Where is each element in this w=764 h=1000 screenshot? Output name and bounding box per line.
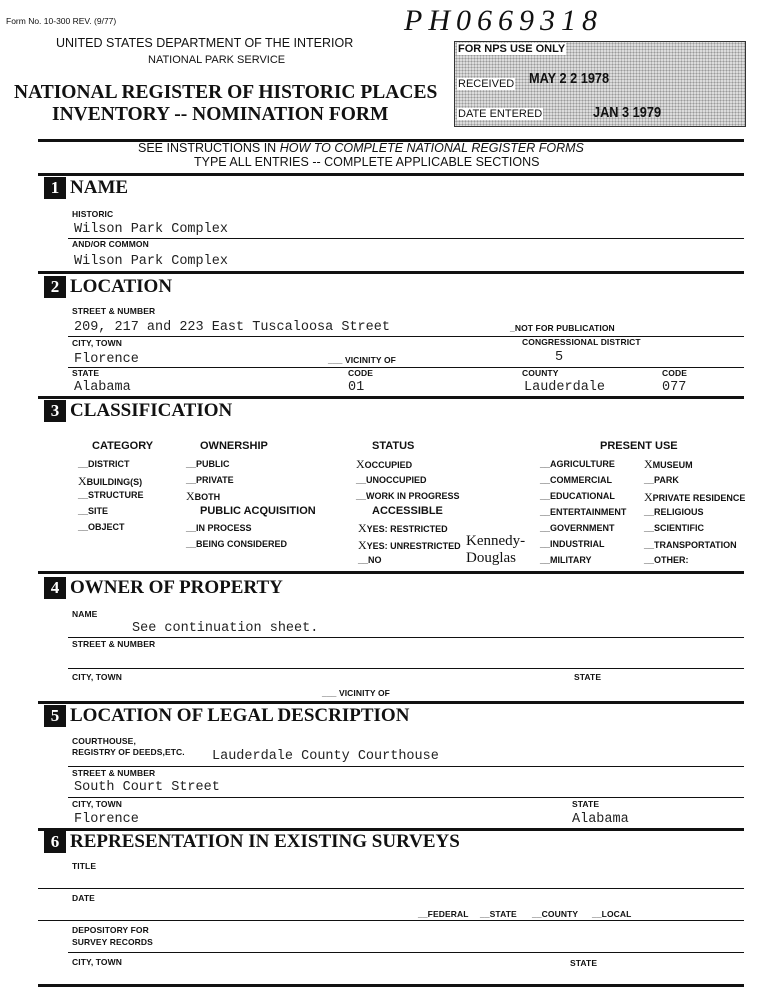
ownership-both-label: BOTH (194, 492, 221, 502)
historic-value: Wilson Park Complex (74, 222, 228, 237)
use-religious[interactable]: __RELIGIOUS (644, 507, 704, 517)
section-6-title: REPRESENTATION IN EXISTING SURVEYS (70, 831, 460, 852)
use-private-residence[interactable] (644, 490, 745, 505)
legal-state-label: STATE (572, 799, 600, 809)
use-industrial[interactable]: __INDUSTRIAL (540, 539, 605, 549)
x-mark: X (644, 457, 653, 471)
use-park[interactable]: __PARK (644, 475, 679, 485)
public-acquisition-heading: PUBLIC ACQUISITION (200, 505, 316, 517)
section-4-number: 4 (44, 577, 66, 599)
owner-name-value: See continuation sheet. (132, 621, 319, 636)
owner-street-rule (68, 668, 744, 669)
use-entertainment[interactable]: __ENTERTAINMENT (540, 507, 627, 517)
instructions-line2: TYPE ALL ENTRIES -- COMPLETE APPLICABLE SECTIONS (194, 155, 540, 169)
owner-state-label: STATE (574, 672, 602, 682)
present-use-heading: PRESENT USE (600, 440, 678, 452)
survey-county[interactable]: __COUNTY (532, 909, 579, 919)
county-code-value: 077 (662, 380, 687, 395)
state-value: Alabama (74, 380, 131, 395)
accessible-no[interactable]: __NO (358, 555, 382, 565)
legal-city-label: CITY, TOWN (72, 799, 122, 809)
vicinity-label: ___ VICINITY OF (328, 355, 396, 365)
date-entered-label: DATE ENTERED (458, 108, 543, 120)
street-label: STREET & NUMBER (72, 306, 156, 316)
section-3-title: CLASSIFICATION (70, 400, 233, 421)
depository-label-1: DEPOSITORY FOR (72, 925, 149, 935)
owner-name-label: NAME (72, 609, 98, 619)
bottom-rule (38, 984, 744, 987)
section-1-number: 1 (44, 177, 66, 199)
section-3-number: 3 (44, 400, 66, 422)
courthouse-label-2: REGISTRY OF DEEDS,ETC. (72, 747, 185, 757)
city-label: CITY, TOWN (72, 338, 122, 348)
use-museum-label: MUSEUM (652, 460, 693, 470)
owner-vicinity-label: ___ VICINITY OF (322, 688, 390, 698)
category-heading: CATEGORY (92, 440, 154, 452)
code-label: CODE (348, 368, 373, 378)
agency-line2: NATIONAL PARK SERVICE (148, 54, 286, 66)
category-buildings[interactable] (78, 474, 142, 489)
note-kennedy: Kennedy- (466, 533, 526, 549)
city-rule (68, 367, 744, 368)
use-private-residence-label: PRIVATE RESIDENCE (652, 493, 746, 503)
congressional-district-value: 5 (555, 350, 564, 365)
instructions-title: HOW TO COMPLETE NATIONAL REGISTER FORMS (279, 141, 584, 155)
survey-federal[interactable]: __FEDERAL (418, 909, 469, 919)
nps-use-label: FOR NPS USE ONLY (458, 43, 566, 55)
instructions-rule (38, 173, 744, 176)
instructions-prefix: SEE INSTRUCTIONS IN (138, 141, 280, 155)
street-rule (68, 336, 744, 337)
city-value: Florence (74, 352, 139, 367)
legal-state-value: Alabama (572, 812, 629, 827)
section-6-number: 6 (44, 831, 66, 853)
section-4-header (44, 577, 283, 599)
state-code-value: 01 (348, 380, 365, 395)
county-code-label: CODE (662, 368, 687, 378)
legal-street-label: STREET & NUMBER (72, 768, 156, 778)
use-educational[interactable]: __EDUCATIONAL (540, 491, 615, 501)
legal-street-value: South Court Street (74, 780, 220, 795)
not-for-publication: _NOT FOR PUBLICATION (510, 323, 615, 333)
section-5-header (44, 705, 409, 727)
survey-title-rule (38, 888, 744, 889)
section-2-title: LOCATION (70, 276, 173, 297)
use-commercial[interactable]: __COMMERCIAL (540, 475, 613, 485)
use-military[interactable]: __MILITARY (540, 555, 592, 565)
courthouse-rule (68, 766, 744, 767)
state-label: STATE (72, 368, 100, 378)
use-government[interactable]: __GOVERNMENT (540, 523, 615, 533)
x-mark: X (358, 538, 367, 552)
section-2-header (44, 276, 172, 298)
survey-title-label: TITLE (72, 861, 97, 871)
date-entered-stamp: JAN 3 1979 (593, 104, 662, 121)
section-3-header (44, 400, 232, 422)
nps-use-box (454, 41, 746, 127)
courthouse-label-1: COURTHOUSE, (72, 736, 136, 746)
acquisition-being-considered[interactable]: __BEING CONSIDERED (186, 539, 288, 549)
section-1-header (44, 177, 128, 199)
survey-local[interactable]: __LOCAL (592, 909, 632, 919)
received-label: RECEIVED (458, 78, 515, 90)
use-museum[interactable] (644, 457, 693, 472)
accessible-restricted[interactable] (358, 521, 448, 536)
survey-state-label: STATE (570, 958, 598, 968)
category-district[interactable]: __DISTRICT (78, 459, 130, 469)
section-2-number: 2 (44, 276, 66, 298)
form-number: Form No. 10-300 REV. (9/77) (6, 16, 117, 26)
received-date-stamp: MAY 2 2 1978 (529, 70, 610, 87)
owner-street-label: STREET & NUMBER (72, 639, 156, 649)
acquisition-in-process[interactable]: __IN PROCESS (186, 523, 252, 533)
instructions-line1 (138, 141, 584, 155)
section-6-header (44, 831, 460, 853)
section-1-rule (38, 271, 744, 274)
depository-label-2: SURVEY RECORDS (72, 937, 153, 947)
legal-city-value: Florence (74, 812, 139, 827)
owner-name-rule (68, 637, 744, 638)
ownership-both[interactable] (186, 489, 220, 504)
section-4-title: OWNER OF PROPERTY (70, 577, 283, 598)
category-buildings-label: BUILDING(S) (86, 477, 143, 487)
use-scientific[interactable]: __SCIENTIFIC (644, 523, 705, 533)
section-5-number: 5 (44, 705, 66, 727)
owner-city-label: CITY, TOWN (72, 672, 122, 682)
note-douglas: Douglas (466, 550, 516, 566)
common-label: AND/OR COMMON (72, 239, 149, 249)
ownership-private[interactable]: __PRIVATE (186, 475, 234, 485)
form-title-line1: NATIONAL REGISTER OF HISTORIC PLACES (14, 82, 438, 103)
courthouse-value: Lauderdale County Courthouse (212, 749, 439, 764)
survey-state[interactable]: __STATE (480, 909, 517, 919)
x-mark: X (356, 457, 365, 471)
accessible-unrestricted[interactable] (358, 538, 461, 553)
x-mark: X (644, 490, 653, 504)
ownership-heading: OWNERSHIP (200, 440, 268, 452)
use-transportation[interactable]: __TRANSPORTATION (644, 540, 737, 550)
section-3-rule (38, 571, 744, 574)
category-site[interactable]: __SITE (78, 506, 109, 516)
survey-date-rule (38, 920, 744, 921)
section-1-title: NAME (70, 177, 129, 198)
status-unoccupied[interactable]: __UNOCCUPIED (356, 475, 427, 485)
survey-city-label: CITY, TOWN (72, 957, 122, 967)
survey-date-label: DATE (72, 893, 95, 903)
accessible-heading: ACCESSIBLE (372, 505, 443, 517)
county-value: Lauderdale (524, 380, 606, 395)
legal-street-rule (68, 797, 744, 798)
common-value: Wilson Park Complex (74, 254, 228, 269)
status-heading: STATUS (372, 440, 415, 452)
status-work-in-progress[interactable]: __WORK IN PROGRESS (356, 491, 460, 501)
status-occupied-label: OCCUPIED (364, 460, 413, 470)
section-5-title: LOCATION OF LEGAL DESCRIPTION (70, 705, 410, 726)
accessible-restricted-label: YES: RESTRICTED (366, 524, 448, 534)
street-value: 209, 217 and 223 East Tuscaloosa Street (74, 320, 390, 335)
depository-rule (68, 952, 744, 953)
congressional-district-label: CONGRESSIONAL DISTRICT (522, 337, 641, 347)
category-structure[interactable]: __STRUCTURE (78, 490, 144, 500)
x-mark: X (186, 489, 195, 503)
accessible-unrestricted-label: YES: UNRESTRICTED (366, 541, 461, 551)
county-label: COUNTY (522, 368, 559, 378)
use-agriculture[interactable]: __AGRICULTURE (540, 459, 615, 469)
form-title-line2: INVENTORY -- NOMINATION FORM (52, 104, 389, 125)
ownership-public[interactable]: __PUBLIC (186, 459, 230, 469)
section-2-rule (38, 396, 744, 399)
section-4-rule (38, 701, 744, 704)
agency-line1: UNITED STATES DEPARTMENT OF THE INTERIOR (56, 36, 354, 50)
historic-rule (68, 238, 744, 239)
handwritten-number: PH0669318 (404, 4, 603, 37)
x-mark: X (358, 521, 367, 535)
use-other[interactable]: __OTHER: (644, 555, 689, 565)
x-mark: X (78, 474, 87, 488)
status-occupied[interactable] (356, 457, 412, 472)
historic-label: HISTORIC (72, 209, 114, 219)
category-object[interactable]: __OBJECT (78, 522, 125, 532)
